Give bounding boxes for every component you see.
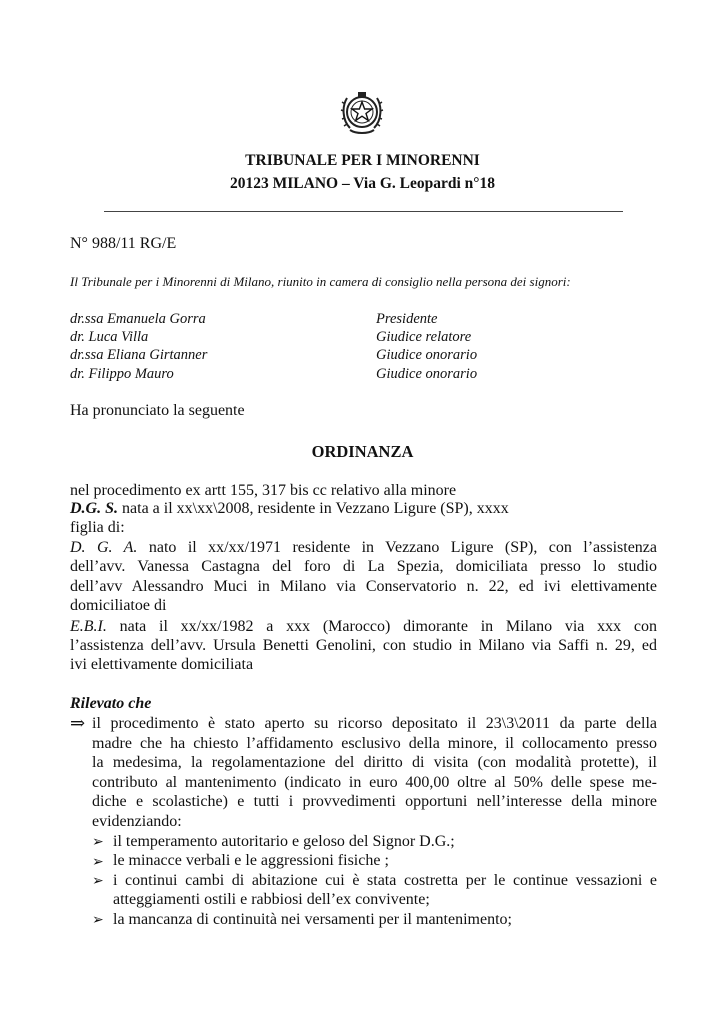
mother-line-2: l’assistenza dell’avv. Ursula Benetti Genolini, con studio in Milano via Saffi n. 29, ed [70, 637, 657, 654]
finding-line: madre che ha chiesto l’affidamento esclusivo della minore, il collocamento presso [92, 735, 657, 752]
judge-name: dr.ssa Eliana Girtanner [70, 347, 208, 363]
finding-line: il procedimento è stato aperto su ricorso depositato il 23\3\2011 da parte della [92, 715, 657, 732]
judge-name: dr. Luca Villa [70, 329, 149, 345]
italian-republic-emblem-icon [338, 86, 386, 138]
judge-role: Giudice relatore [376, 329, 472, 345]
case-number: N° 988/11 RG/E [70, 235, 177, 252]
father-line-2: dell’avv. Vanessa Castagna del foro di La Spezia, domiciliata presso lo studio [70, 558, 657, 575]
document-title: ORDINANZA [311, 442, 414, 461]
judge-role: Giudice onorario [376, 347, 478, 363]
bullet-arrow-icon: ➢ [92, 855, 104, 870]
implies-arrow-icon: ⇒ [70, 713, 86, 733]
father-line-1: D. G. A. nato il xx/xx/1971 residente in Vezzano Ligure (SP), con l’assistenza [70, 539, 658, 556]
bullet-item: i continui cambi di abitazione cui è stata costretta per le continue vessazioni e [113, 872, 657, 889]
intro-text: Il Tribunale per i Minorenni di Milano, riunito in camera di consiglio nella persona dei signori: [70, 274, 571, 289]
daughter-of: figlia di: [70, 519, 125, 536]
header-divider [104, 211, 623, 212]
judge-name: dr.ssa Emanuela Gorra [70, 311, 206, 327]
proceeding-line: nel procedimento ex artt 155, 317 bis cc relativo alla minore [70, 482, 457, 499]
finding-line: evidenziando: [92, 813, 182, 830]
father-line-4: domiciliatoe di [70, 597, 167, 614]
father-line-3: dell’avv Alessandro Muci in Milano via Conservatorio n. 22, ed ivi elettivamente [70, 578, 657, 595]
finding-line: la medesima, la regolamentazione del diritto di visita (con modalità protette), il [92, 754, 657, 771]
minor-line [70, 500, 509, 518]
judge-name: dr. Filippo Mauro [70, 366, 174, 382]
judge-role: Presidente [376, 311, 438, 327]
mother-line-1: E.B.I. nata il xx/xx/1982 a xxx (Marocco) dimorante in Milano via xxx con [70, 618, 657, 635]
bullet-item-continuation: atteggiamenti ostili e rabbiosi dell’ex convivente; [113, 891, 430, 908]
findings-heading: Rilevato che [70, 695, 152, 712]
mother-line-3: ivi elettivamente domiciliata [70, 656, 254, 673]
bullet-arrow-icon: ➢ [92, 874, 104, 889]
father-name: D. G. A. [70, 539, 138, 556]
court-address: 20123 MILANO – Via G. Leopardi n°18 [230, 175, 495, 192]
finding-line: contributo al mantenimento (indicato in euro 400,00 oltre al 50% delle spese me- [92, 774, 657, 791]
bullet-arrow-icon: ➢ [92, 835, 104, 850]
finding-line: diche e scolastiche) e tutti i provvedimenti opportuni nell’interesse della minore [92, 793, 657, 810]
bullet-item: le minacce verbali e le aggressioni fisiche ; [113, 852, 389, 869]
court-name: TRIBUNALE PER I MINORENNI [245, 152, 480, 169]
judge-role: Giudice onorario [376, 366, 478, 382]
minor-name: D.G. S. [70, 500, 119, 517]
bullet-arrow-icon: ➢ [92, 913, 104, 928]
bullet-item: il temperamento autoritario e geloso del Signor D.G.; [113, 833, 455, 850]
pronounced-text: Ha pronunciato la seguente [70, 402, 245, 419]
mother-name: E.B.I. [70, 618, 107, 635]
bullet-item: la mancanza di continuità nei versamenti per il mantenimento; [113, 911, 512, 928]
minor-details: nata a il xx\xx\2008, residente in Vezzano Ligure (SP), xxxx [118, 500, 509, 517]
